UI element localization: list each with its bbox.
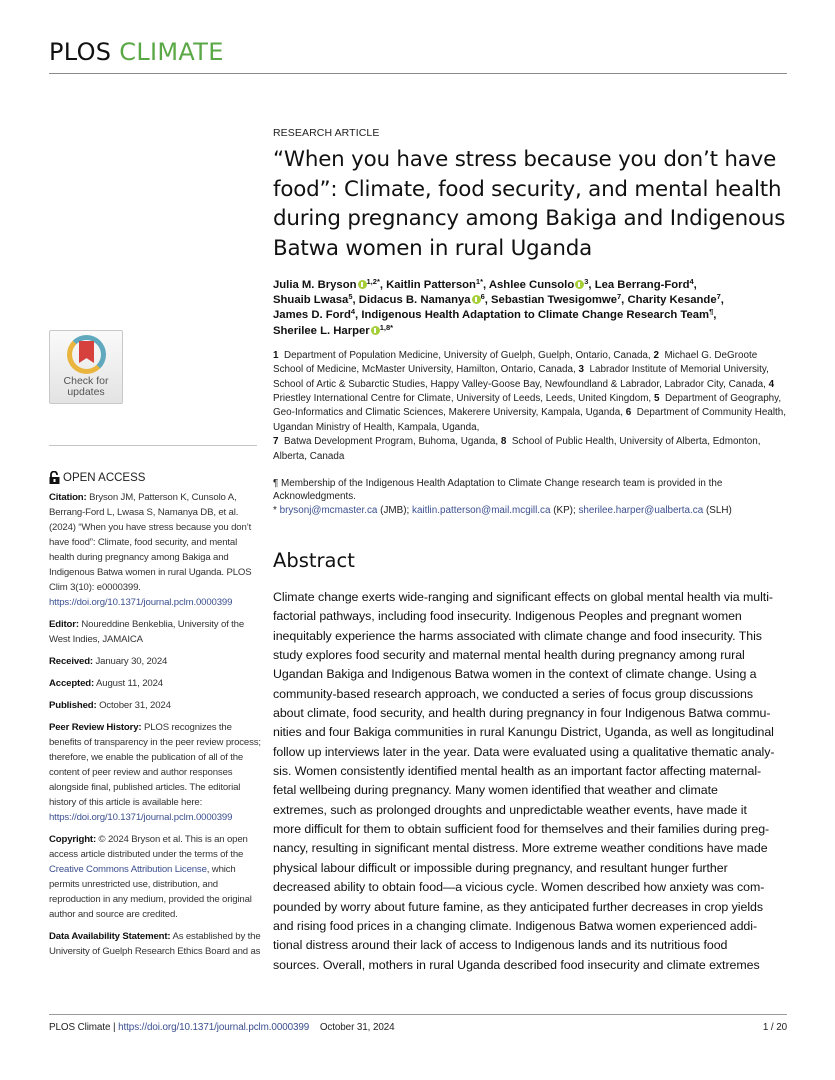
abstract-line: nancy, resulting in significant mental distress. More extreme weather conditions have made (273, 841, 768, 856)
accepted-date (49, 676, 261, 691)
affiliation-number: 1 (273, 349, 279, 361)
abstract-line: follow up interviews later in the year. Data were evaluated using a qualitative thematic analy- (273, 744, 775, 759)
editor (49, 617, 261, 647)
peer-review-link[interactable]: https://doi.org/10.1371/journal.pclm.0000399 (49, 812, 233, 823)
abstract-line: sources. Overall, mothers in rural Uganda described food insecurity and climate extremes (273, 957, 760, 972)
email-link[interactable]: kaitlin.patterson@mail.mcgill.ca (412, 504, 551, 516)
peer-review-history (49, 720, 261, 825)
page-number: 1 / 20 (762, 1022, 787, 1033)
author[interactable]: Sebastian Twesigomwe$^7$, (491, 292, 628, 307)
author[interactable]: Charity Kesande$^7$, (627, 292, 724, 307)
abstract-line: and rising food prices in a changing climate. Indigenous Batwa women experienced addi- (273, 918, 758, 933)
editor-text: Noureddine Benkeblia, University of the West Indies, JAMAICA (49, 619, 245, 645)
editor-label: Editor: (49, 619, 79, 630)
left-column (49, 330, 259, 484)
author[interactable]: Sherilee L. Harper $^{1,8*}$ (273, 322, 394, 337)
abstract-line: sis. Women consistently identified mental health as an important factor affecting maternal- (273, 764, 762, 779)
footer-journal: PLOS Climate | (49, 1022, 119, 1033)
abstract-line: study explores food security and maternal mental health during pregnancy among rural (273, 648, 745, 663)
open-access-badge (49, 471, 145, 484)
abstract-line: fetal wellbeing during pregnancy. Many women identified that weather and climate (273, 783, 718, 798)
article-metadata (49, 490, 261, 966)
abstract-line: tional distress around their lack of access to Indigenous lands and its nutritious food (273, 938, 728, 953)
author[interactable]: Shuaib Lwasa$^5$, (273, 292, 359, 307)
email-link[interactable]: sherilee.harper@ualberta.ca (578, 504, 704, 516)
orcid-icon[interactable] (358, 280, 367, 289)
abstract-body (273, 588, 788, 975)
unlocked-padlock-icon (49, 471, 60, 484)
abstract-line: community-based research approach, we conducted a series of focus group discussions (273, 686, 754, 701)
abstract-line: decreased ability to obtain food—a vicious cycle. Women described how anxiety was com- (273, 880, 765, 895)
affiliation-number: 5 (653, 393, 660, 405)
affiliation-text: Batwa Development Program, Buhoma, Uganda, (284, 436, 499, 448)
orcid-icon[interactable] (371, 326, 380, 335)
author[interactable]: Ashlee Cunsolo $^3$, (488, 277, 595, 291)
author[interactable]: Didacus B. Namanya $^6$, (358, 292, 492, 307)
author[interactable]: Lea Berrang-Ford$^4$, (594, 277, 697, 291)
footer-doi-link[interactable]: https://doi.org/10.1371/journal.pclm.0000399 (118, 1022, 310, 1033)
open-access-label: OPEN ACCESS (63, 471, 146, 484)
citation (49, 490, 261, 610)
accepted-label: Accepted: (49, 678, 95, 689)
footer-divider (49, 1014, 787, 1015)
affiliation-text: Department of Geography, Geo-Informatics and Climatic Sciences, Makerere University, Kampala, Uganda, (273, 393, 782, 419)
author[interactable]: Indigenous Health Adaptation to Climate Change Research Team¶, (361, 307, 717, 322)
email-link[interactable]: brysonj@mcmaster.ca (279, 504, 378, 516)
header-divider (49, 73, 787, 74)
affiliation-number: 4 (768, 378, 775, 390)
author[interactable]: Kaitlin Patterson$^{1*}$, (386, 277, 489, 291)
received-label: Received: (49, 656, 93, 667)
copyright-label: Copyright: (49, 834, 96, 845)
affiliation-text: Department of Population Medicine, University of Guelph, Guelph, Ontario, Canada, (284, 349, 651, 361)
journal-logo[interactable] (49, 40, 787, 70)
affiliation-text: School of Public Health, University of Alberta, Edmonton, Alberta, Canada (273, 436, 761, 462)
logo-climate: CLIMATE (119, 38, 224, 66)
affiliation-number: 6 (625, 407, 632, 419)
author-list (273, 278, 788, 339)
abstract-line: nities and four Bakiga communities in rural Kanungu District, Uganda, as well as longitudinal (273, 725, 774, 740)
page-footer (49, 1022, 787, 1033)
affiliation-text: Michael G. DeGroote School of Medicine, McMaster University, Hamilton, Ontario, Canada, (273, 349, 758, 376)
abstract-heading: Abstract (273, 549, 355, 572)
accepted-value: August 11, 2024 (96, 678, 163, 689)
sidebar-divider (49, 445, 257, 446)
peer-review-text: PLOS recognizes the benefits of transparency in the peer review process; therefore, we enable the publication of all of the content of peer review and author responses alongside final, published articles. The editorial history of this article is available here: (49, 722, 261, 808)
abstract-line: extremes, such as prolonged droughts and unpredictable weather events, have made it (273, 802, 747, 817)
check-for-updates-badge[interactable] (49, 330, 123, 404)
peer-review-label: Peer Review History: (49, 722, 142, 733)
received-date (49, 654, 261, 669)
article-title: “When you have stress because you don’t have food”: Climate, food security, and mental health during pregnancy among Bakiga and Indigenous Batwa women in rural Uganda (273, 147, 786, 261)
author[interactable]: James D. Ford$^4$, (273, 307, 362, 322)
author[interactable]: Julia M. Bryson $^{1,2*}$, (273, 277, 387, 291)
affiliation-number: 7 (273, 436, 279, 448)
abstract-line: factorial pathways, including food insecurity. Indigenous Peoples and pregnant women (273, 609, 742, 624)
affiliation-number: 2 (653, 349, 659, 361)
abstract-line: inequitably experience the harms associated with climate change and food insecurity. This (273, 628, 762, 643)
logo-plos: PLOS (49, 38, 112, 66)
journal-header (49, 40, 787, 70)
affiliation-text: Department of Community Health, Ugandan Ministry of Health, Kampala, Uganda, (273, 407, 787, 433)
orcid-icon[interactable] (472, 295, 481, 304)
citation-label: Citation: (49, 492, 87, 503)
published-value: October 31, 2024 (99, 700, 171, 711)
author-notes (273, 477, 788, 517)
footer-date: October 31, 2024 (319, 1022, 395, 1033)
abstract-line: Climate change exerts wide-ranging and significant effects on global mental health via multi- (273, 590, 773, 604)
affiliation-number: 3 (578, 364, 585, 376)
membership-note: ¶ Membership of the Indigenous Health Adaptation to Climate Change research team is provided in the Acknowledgments. (273, 478, 723, 503)
data-availability-label: Data Availability Statement: (49, 931, 171, 942)
abstract-line: physical labour difficult or impossible during pregnancy, and resultant hunger further (273, 860, 728, 875)
copyright-text-end: , which permits unrestricted use, distribution, and reproduction in any medium, provided the original author and source are credited. (49, 864, 252, 920)
data-availability (49, 929, 261, 959)
copyright (49, 832, 261, 922)
abstract-line: pounded by worry about future famine, as they anticipated further decreases in crop yields (273, 899, 764, 914)
citation-text: Bryson JM, Patterson K, Cunsolo A, Berrang-Ford L, Lwasa S, Namanya DB, et al. (2024) “When you have stress because you don’t have food”: Climate, food security, and mental health during pregnancy among Bakiga and Indigenous Batwa women in rural Uganda. PLOS Clim 3(10): e0000399. (49, 492, 252, 593)
affiliation-text: Labrador Institute of Memorial University, School of Artic & Subarctic Studies, Happy Valley-Goose Bay, Newfoundland & Labrador, Labrador City, Canada, (273, 364, 769, 390)
copyright-text: © 2024 Bryson et al. This is an open access article distributed under the terms of the (49, 834, 248, 860)
received-value: January 30, 2024 (95, 656, 168, 667)
article-type: RESEARCH ARTICLE (273, 127, 380, 139)
citation-doi-link[interactable]: https://doi.org/10.1371/journal.pclm.0000399 (49, 597, 233, 608)
orcid-icon[interactable] (575, 280, 584, 289)
check-for-updates-label: Check for updates (63, 375, 109, 398)
abstract-line: more difficult for them to obtain sufficient food for themselves and their families during preg- (273, 822, 770, 837)
affiliations (273, 349, 788, 464)
published-date (49, 698, 261, 713)
abstract-line: about climate, food security, and health during pregnancy in four Indigenous Batwa commu- (273, 706, 771, 721)
published-label: Published: (49, 700, 97, 711)
article-main (273, 127, 788, 517)
license-link[interactable]: Creative Commons Attribution License (49, 864, 207, 875)
data-availability-text: As established by the University of Guelph Research Ethics Board and as (49, 931, 261, 957)
affiliation-text: Priestley International Centre for Climate, University of Leeds, Leeds, United Kingdom, (273, 393, 652, 405)
abstract-line: Ugandan Bakiga and Indigenous Batwa women in the context of climate change. Using a (273, 667, 757, 682)
corresponding-emails: * brysonj@mcmaster.ca (JMB); kaitlin.patterson@mail.mcgill.ca (KP); sherilee.harper@ualberta.ca (SLH) (273, 504, 732, 516)
affiliation-number: 8 (500, 436, 507, 448)
